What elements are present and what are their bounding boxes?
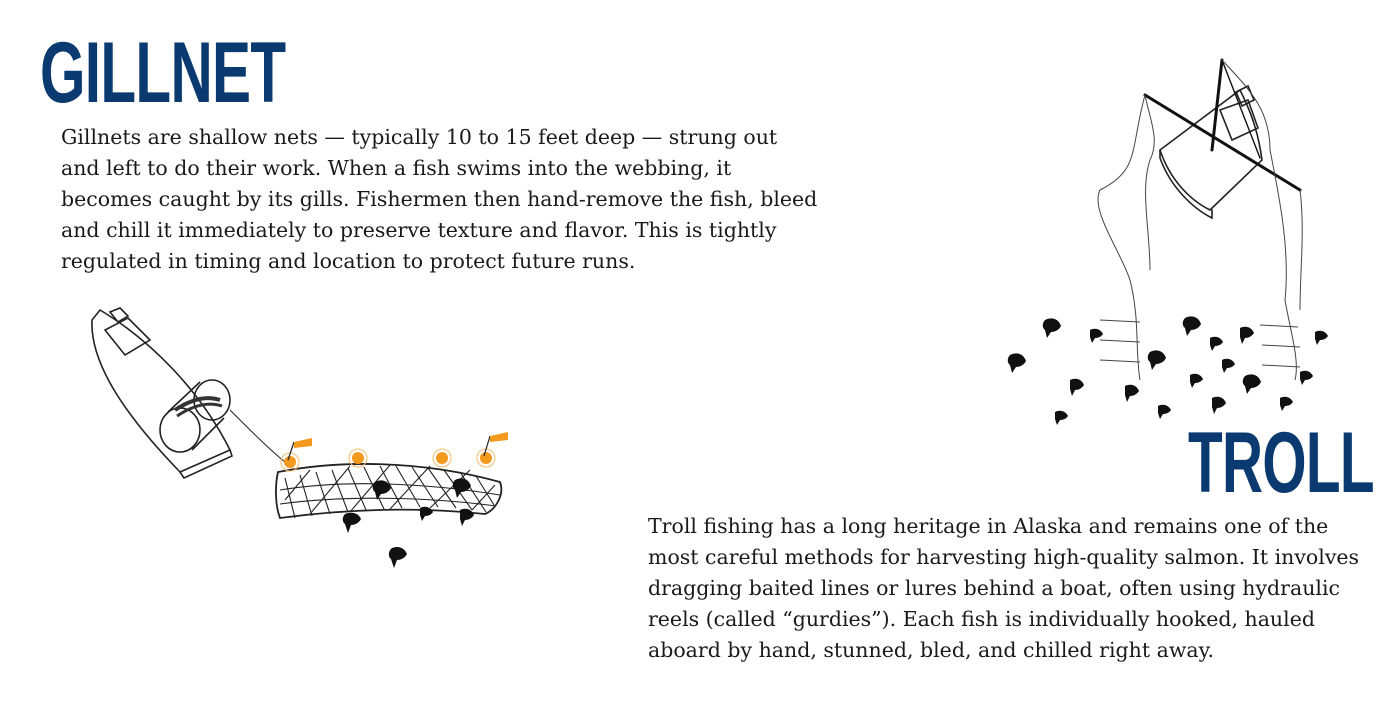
- gillnet-boat: [92, 308, 232, 478]
- gillnet-title: GILLNET: [40, 25, 286, 121]
- fish-in-net: [343, 478, 474, 568]
- gillnet-illustration: [80, 300, 540, 580]
- troll-description: Troll fishing has a long heritage in Alaska and remains one of the most careful methods for harvesting high-quality salmon. It involves dragging baited lines or lures behind a boat, often using hydraulic reels (called “gurdies”). Each fish is individually hooked, hauled aboard by hand, stunned, bled, and chilled right away.: [648, 514, 1360, 662]
- gillnet-description: Gillnets are shallow nets — typically 10 to 15 feet deep — strung out and left to do their work. When a fish swims into the webbing, it becomes caught by its gills. Fishermen then hand-remove the fish, bleed and chill it immediately to preserve texture and flavor. This is tightly regulated in timing and location to protect future runs.: [61, 125, 818, 273]
- troll-title: TROLL: [1188, 415, 1374, 511]
- net-drum: [160, 380, 285, 462]
- fish-school: [1008, 316, 1328, 425]
- troll-lines: [1098, 60, 1302, 380]
- troll-boat: [1160, 86, 1262, 218]
- troll-illustration: [1000, 50, 1340, 430]
